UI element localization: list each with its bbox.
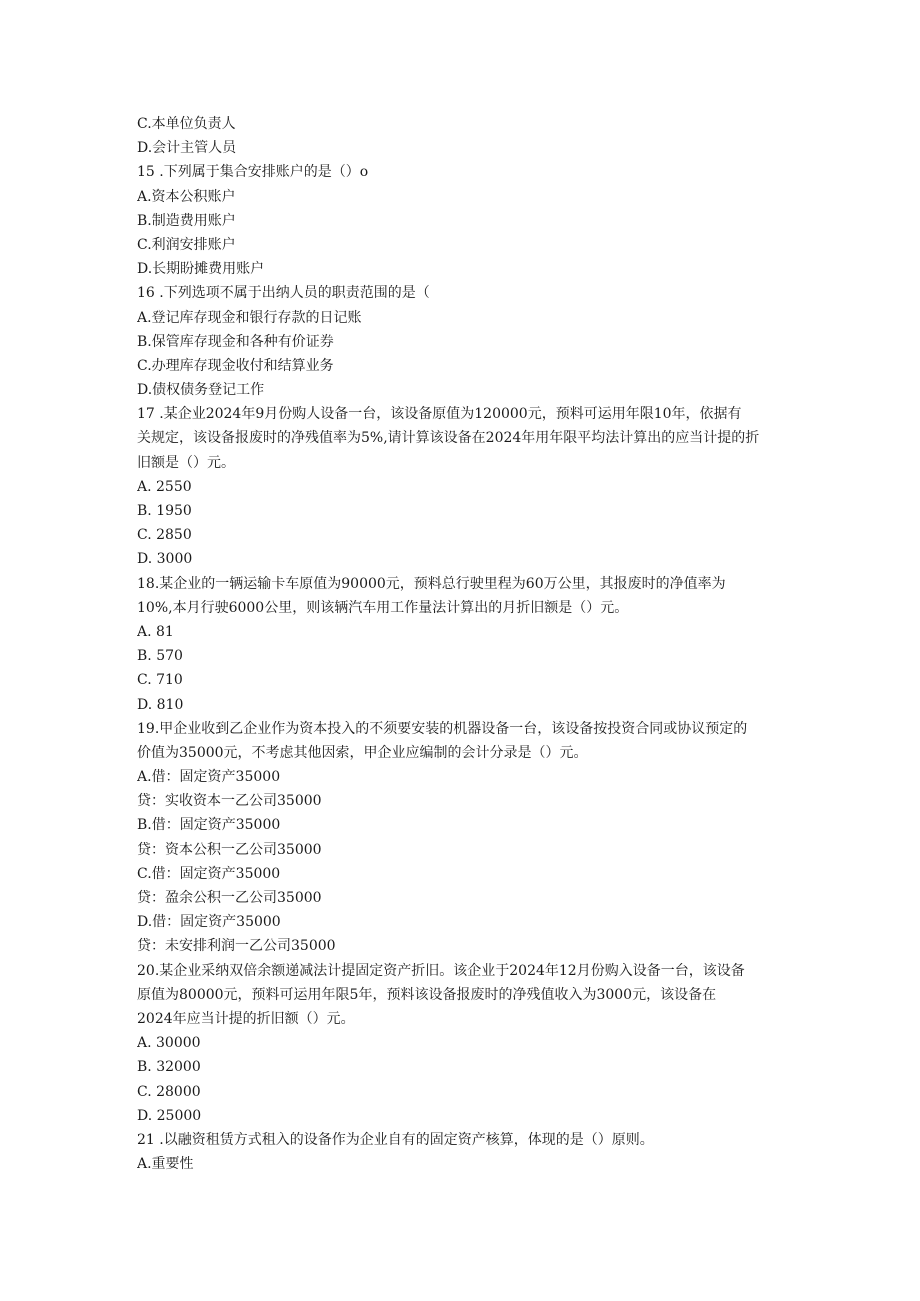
option-line: D. 3000 bbox=[137, 551, 193, 568]
option-line: A.资本公积账户 bbox=[137, 188, 236, 205]
option-line: D.会计主管人员 bbox=[137, 140, 237, 157]
option-line: A.重要性 bbox=[137, 1156, 194, 1173]
option-line: 贷：盈余公积一乙公司35000 bbox=[137, 890, 322, 906]
option-line: D.长期盼摊费用账户 bbox=[137, 261, 265, 278]
option-line: 贷：未安排利润一乙公司35000 bbox=[137, 938, 336, 955]
option-line: A. 30000 bbox=[137, 1035, 201, 1052]
question-21: 21 .以融资租赁方式租入的设备作为企业自有的固定资产核算，体现的是（）原则。 bbox=[137, 1131, 654, 1148]
option-line: A.借：固定资产35000 bbox=[137, 769, 281, 786]
document-text bbox=[137, 112, 787, 1176]
option-line: A. 81 bbox=[137, 623, 174, 640]
option-line: B.借：固定资产35000 bbox=[137, 817, 281, 834]
option-line: D.借：固定资产35000 bbox=[137, 914, 281, 931]
option-line: 贷：资本公积一乙公司35000 bbox=[137, 841, 322, 858]
option-line: D. 25000 bbox=[137, 1107, 202, 1124]
option-line: B. 570 bbox=[137, 648, 183, 665]
question-17-cont: 关规定，该设备报废时的净残值率为5%,请计算该设备在2024年用年限平均法计算出的应当计提的折 bbox=[137, 430, 760, 447]
question-19-cont: 价值为35000元，不考虑其他因索，甲企业应编制的会计分录是（）元。 bbox=[137, 744, 588, 761]
option-line: D.债权债务登记工作 bbox=[137, 382, 265, 399]
question-15: 15 .下列属于集合安排账户的是（）o bbox=[137, 164, 369, 181]
option-line: C.本单位负责人 bbox=[137, 116, 236, 132]
option-line: C. 710 bbox=[137, 672, 183, 689]
question-20: 20.某企业采纳双倍余额递减法计提固定资产折旧。该企业于2024年12月份购入设备一台，该设备 bbox=[137, 962, 745, 979]
option-line: A.登记库存现金和银行存款的日记账 bbox=[137, 309, 362, 326]
option-line: B. 1950 bbox=[137, 503, 192, 519]
option-line: D. 810 bbox=[137, 696, 184, 713]
option-line: B. 32000 bbox=[137, 1059, 201, 1076]
option-line: C.利润安排账户 bbox=[137, 236, 236, 253]
question-17: 17 .某企业2024年9月份购人设备一台，该设备原值为120000元，预料可运用年限10年，依据有 bbox=[137, 406, 742, 423]
option-line: C. 28000 bbox=[137, 1083, 201, 1100]
option-line: A. 2550 bbox=[137, 478, 192, 495]
question-18: 18.某企业的一辆运输卡车原值为90000元，预料总行驶里程为60万公里，其报废时的净值率为 bbox=[137, 575, 726, 592]
option-line: C.办理库存现金收付和结算业务 bbox=[137, 357, 334, 374]
option-line: 贷：实收资本一乙公司35000 bbox=[137, 793, 322, 810]
question-18-cont: 10%,本月行驶6000公里，则该辆汽车用工作量法计算出的月折旧额是（）元。 bbox=[137, 599, 629, 616]
question-16: 16 .下列选项不属于出纳人员的职责范围的是（ bbox=[137, 285, 430, 302]
option-line: C. 2850 bbox=[137, 527, 192, 544]
question-17-cont: 旧额是（）元。 bbox=[137, 454, 235, 471]
option-line: C.借：固定资产35000 bbox=[137, 865, 281, 882]
option-line: B.制造费用账户 bbox=[137, 212, 236, 229]
question-20-cont: 2024年应当计提的折旧额（）元。 bbox=[137, 1010, 355, 1027]
question-20-cont: 原值为80000元，预料可运用年限5年，预料该设备报废时的净残值收入为3000元，该设备在 bbox=[137, 986, 717, 1003]
option-line: B.保管库存现金和各种有价证券 bbox=[137, 333, 334, 350]
question-19: 19.甲企业收到乙企业作为资本投入的不须要安装的机器设备一台，该设备按投资合同或协议预定的 bbox=[137, 720, 748, 737]
